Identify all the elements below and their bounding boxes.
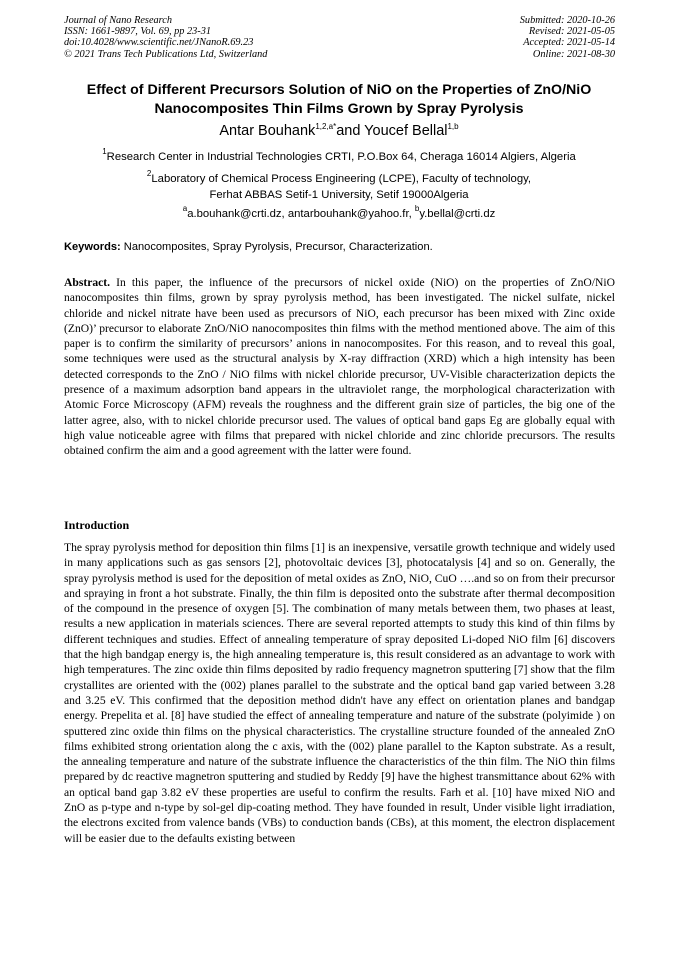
email-b[interactable]: y.bellal@crti.dz (419, 208, 496, 220)
author-emails (0, 206, 678, 222)
affiliation-1-marker: 1 (102, 147, 107, 156)
date-revised: Revised: 2021-05-05 (528, 26, 615, 38)
abstract (64, 275, 615, 459)
author-1: Antar Bouhank (219, 123, 316, 139)
paper-title: Effect of Different Precursors Solution of NiO on the Properties of ZnO/NiO Nanocomposites Thin Films Grown by Spray Pyrolysis (86, 82, 592, 117)
author-1-affiliation: 1,2,a* (315, 122, 337, 131)
journal-issn: ISSN: 1661-9897, Vol. 69, pp 23-31 (64, 26, 212, 38)
introduction-text: The spray pyrolysis method for deposition thin films [1] is an inexpensive, versatile growth technique and widely used in many applications such as gas sensors [2], photovoltaic devices [3], photocatalysis [4] and so on. Generally, the spray pyrolysis method is used for the deposition of metal oxides as ZnO, NiO, CuO ….and so on from their precursor and spraying in front a hot substrate. Finally, the thin film is deposited onto the substrate after thermal decomposition of the compound in the presence of oxygen [5]. The combination of many metals between them, two phases at least, results a new application in materials sciences. There are several reported attempts to study this kind of thin films by different techniques and studies. Effect of annealing temperature of spray deposited Li-doped NiO film [6] discovers that the high bandgap energy is, the high annealing temperature is, this result considered as an advantage to work with high temperatures. The zinc oxide thin films deposited by radio frequency magnetron sputtering [7] show that the film crystallites are oriented with the (002) planes parallel to the substrate and the optical band gap varied between 3.28 and 3.25 eV. This confirmed that the deposition method didn't have any effect on orientation planes and bandgap energy. Prepelita et al. [8] have studied the effect of annealing temperature and nature of the substrate (polyimide ) on sputtered zinc oxide thin films on the physical characteristics. The crystalline structure founded of the annealed ZnO films exhibited strong orientation along the c axis, with the (002) plane parallel to the Kapton substrate. As a result, the annealing temperature and nature of the substrate influence the characteristics of the thin film. The NiO thin films prepared by dc reactive magnetron sputtering and studied by Reddy [9] have the highest transmittance about 62% with an optical band gap 3.82 eV these properties are useful to confirm the results. Farh et al. [10] have mixed NiO and ZnO as p-type and n-type by sol-gel dip-coating method. They have founded in result, Under visible light irradiation, the electrons excited from valence bands (VBs) to conduction bands (CBs), at this moment, the electron displacement will be easier due to the defaults existing between (64, 541, 615, 845)
journal-info (64, 15, 267, 60)
introduction-heading: Introduction (64, 518, 130, 532)
journal-name: Journal of Nano Research (64, 15, 173, 26)
date-online: Online: 2021-08-30 (532, 48, 615, 60)
affiliation-1 (0, 149, 678, 165)
affiliation-2-line-1: Laboratory of Chemical Process Engineering (LCPE), Faculty of technology, (151, 173, 532, 185)
abstract-label: Abstract. (64, 276, 111, 289)
keywords-label: Keywords: (64, 241, 121, 253)
date-accepted: Accepted: 2021-05-14 (523, 37, 615, 49)
affiliation-2-marker: 2 (146, 169, 152, 178)
affiliation-1-text: Research Center in Industrial Technologies CRTI, P.O.Box 64, Cheraga 16014 Algiers, Algeria (106, 151, 576, 163)
author-line (0, 122, 678, 140)
author-2: and Youcef Bellal (336, 123, 448, 139)
author-2-affiliation: 1,b (447, 122, 459, 131)
affiliation-2 (0, 171, 678, 203)
journal-doi: doi:10.4028/www.scientific.net/JNanoR.69.23 (64, 37, 254, 49)
email-a-marker: a (182, 204, 188, 213)
submission-dates (520, 15, 615, 60)
date-submitted: Submitted: 2020-10-26 (519, 15, 615, 26)
affiliation-2-line-2: Ferhat ABBAS Setif-1 University, Setif 19000Algeria (209, 189, 469, 201)
email-a[interactable]: a.bouhank@crti.dz, antarbouhank@yahoo.fr, (187, 208, 415, 220)
keywords (64, 239, 615, 255)
abstract-text: In this paper, the influence of the precursors of nickel oxide (NiO) on the properties of ZnO/NiO nanocomposites thin films, grown by spray pyrolysis method, has been investigated. The nickel sulfate, nickel chloride and nickel nitrate have been used as precursors of NiO, each precursor has been mixed with Zinc oxide (ZnO)’ precursor to elaborate ZnO/NiO nanocomposites thin films with the method mentioned above. The aim of this paper is to confirm the similarity of precursors’ anions in nanocomposites. For this reason, and to reveal this goal, some techniques were used as the structural analysis by X-ray diffraction (XRD) which a high intensity has been detected corresponds to the ZnO / NiO films with nickel chloride precursor, UV-Visible characterization depicts the presence of a maximum adsorption band appears in the ultraviolet range, the morphological characterization with Atomic Force Microscopy (AFM) reveals the roughness and the different grain size of particles, the big one of the latter agree, also, with to nickel chloride precursor used. The values of optical band gaps Eg are globally equal with high value noticeable agree with films that prepared with nickel chloride and zinc chloride precursors. The results obtained confirm the aim and a good agreement with the latter were found. (64, 276, 615, 458)
email-b-marker: b (414, 204, 420, 213)
keywords-text: Nanocomposites, Spray Pyrolysis, Precursor, Characterization. (120, 241, 433, 253)
journal-copyright: © 2021 Trans Tech Publications Ltd, Switzerland (64, 48, 268, 60)
